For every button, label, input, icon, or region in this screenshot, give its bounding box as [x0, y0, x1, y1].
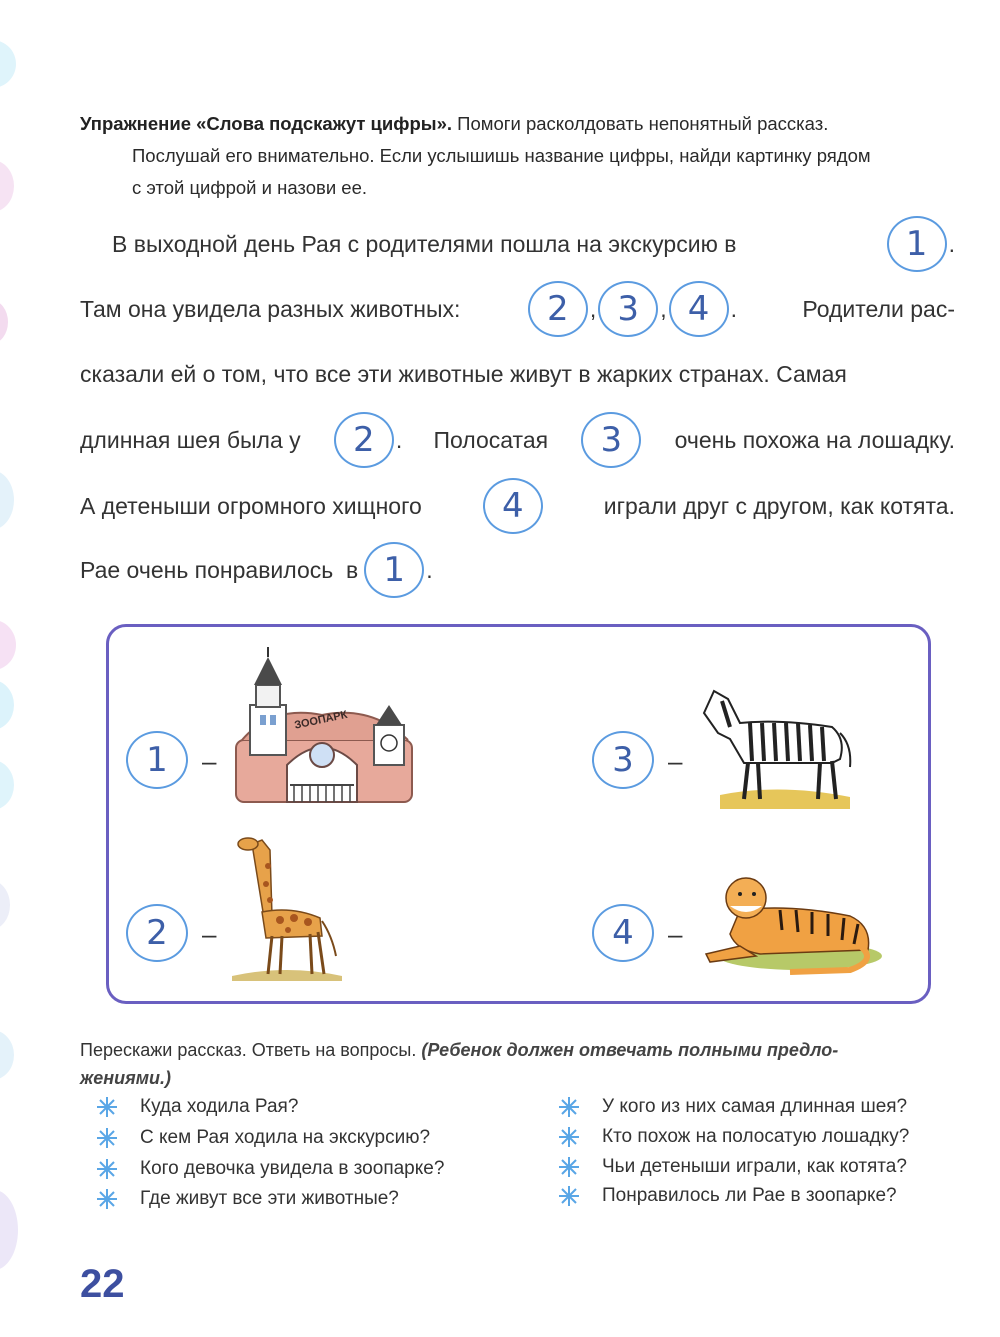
- snowflake-icon: [558, 1096, 580, 1118]
- story-line-4: [80, 408, 955, 472]
- decor-circle: [0, 620, 16, 670]
- punct: ,: [589, 295, 597, 322]
- number-circle: 1: [887, 216, 947, 272]
- snowflake-icon: [96, 1096, 118, 1118]
- question-item: [96, 1127, 430, 1149]
- snowflake-icon: [96, 1127, 118, 1149]
- zoo-sign: ЗООПАРК: [293, 708, 349, 732]
- exercise-title: Упражнение «Слова подскажут цифры».: [80, 113, 452, 134]
- story-text: сказали ей о том, что все эти животные живут в жарких странах. Самая: [80, 360, 847, 387]
- snowflake-icon: [96, 1158, 118, 1180]
- question-text: Куда ходила Рая?: [140, 1096, 299, 1117]
- question-item: [96, 1158, 444, 1180]
- question-item: [96, 1096, 298, 1118]
- story-text: играли друг с другом, как котята.: [603, 492, 955, 519]
- story-line-1: [80, 212, 955, 276]
- instruction-note-2: жениями.): [80, 1068, 172, 1088]
- decor-circle: [0, 680, 14, 730]
- number-circle: 3: [598, 281, 658, 337]
- decor-circle: [0, 760, 14, 810]
- punct: .: [730, 295, 737, 322]
- instruction-text: Перескажи рассказ. Ответь на вопросы.: [80, 1040, 417, 1060]
- decor-circle: [0, 880, 10, 930]
- story-text: В выходной день Рая с родителями пошла на экскурсию в: [112, 230, 737, 257]
- story-text: длинная шея была у: [80, 426, 301, 453]
- decor-circle: [0, 470, 14, 530]
- question-text: У кого из них самая длинная шея?: [602, 1096, 908, 1117]
- zoo-gate-image: [232, 645, 417, 807]
- question-text: Чьи детеныши играли, как котята?: [602, 1156, 907, 1177]
- story-text: Полосатая: [433, 426, 549, 453]
- story-line-2: [80, 277, 955, 341]
- decor-circle: [0, 160, 14, 212]
- story-text: Родители рас-: [802, 295, 955, 322]
- exercise-intro: [80, 108, 960, 204]
- story-text: Там она увидела разных животных:: [80, 295, 461, 322]
- question-text: Где живут все эти животные?: [140, 1188, 399, 1209]
- tiger-image: [700, 870, 882, 982]
- punct: ,: [660, 295, 667, 322]
- intro-text-1: Помоги расколдовать непонятный рассказ.: [457, 113, 829, 134]
- number-circle: 1: [364, 542, 424, 598]
- dash: –: [202, 919, 217, 949]
- story-line-6: [80, 538, 955, 602]
- question-text: С кем Рая ходила на экскурсию?: [140, 1127, 431, 1148]
- dash: –: [202, 746, 217, 776]
- punct: .: [948, 230, 955, 257]
- snowflake-icon: [96, 1188, 118, 1210]
- story-line-3: [80, 342, 955, 406]
- instruction-note: (Ребенок должен отвечать полными предло-: [421, 1040, 839, 1060]
- intro-text-3: с этой цифрой и назови ее.: [132, 177, 368, 198]
- snowflake-icon: [558, 1126, 580, 1148]
- story-text: А детеныши огромного хищного: [80, 492, 422, 519]
- intro-text-2: Послушай его внимательно. Если услышишь название цифры, найди картинку рядом: [132, 145, 871, 166]
- punct: .: [426, 556, 433, 583]
- question-item: [96, 1188, 399, 1210]
- decor-circle: [0, 1190, 18, 1270]
- number-circle: 3: [581, 412, 641, 468]
- number-circle: 2: [334, 412, 394, 468]
- number-circle: 4: [669, 281, 729, 337]
- question-text: Кого девочка увидела в зоопарке?: [140, 1158, 445, 1179]
- retell-instruction: [80, 1036, 960, 1092]
- story-text: очень похожа на лошадку.: [674, 426, 955, 453]
- picture-number-1: 1: [126, 731, 188, 789]
- question-item: [558, 1156, 907, 1178]
- story-line-5: [80, 474, 955, 538]
- number-circle: 4: [483, 478, 543, 534]
- picture-number-4: 4: [592, 904, 654, 962]
- question-text: Понравилось ли Рае в зоопарке?: [602, 1185, 897, 1206]
- decor-circle: [0, 40, 16, 88]
- page-number: 22: [80, 1262, 125, 1306]
- decor-circle: [0, 300, 8, 344]
- snowflake-icon: [558, 1185, 580, 1207]
- question-item: [558, 1185, 897, 1207]
- question-item: [558, 1126, 909, 1148]
- dash: –: [668, 919, 683, 949]
- story-text: Рае очень понравилось в: [80, 556, 359, 583]
- giraffe-image: [232, 826, 342, 981]
- question-item: [558, 1096, 907, 1118]
- question-text: Кто похож на полосатую лошадку?: [602, 1126, 910, 1147]
- picture-number-3: 3: [592, 731, 654, 789]
- number-circle: 2: [528, 281, 588, 337]
- snowflake-icon: [558, 1156, 580, 1178]
- picture-number-2: 2: [126, 904, 188, 962]
- dash: –: [668, 746, 683, 776]
- zebra-image: [700, 683, 858, 809]
- punct: .: [395, 426, 403, 453]
- decor-circle: [0, 1030, 14, 1080]
